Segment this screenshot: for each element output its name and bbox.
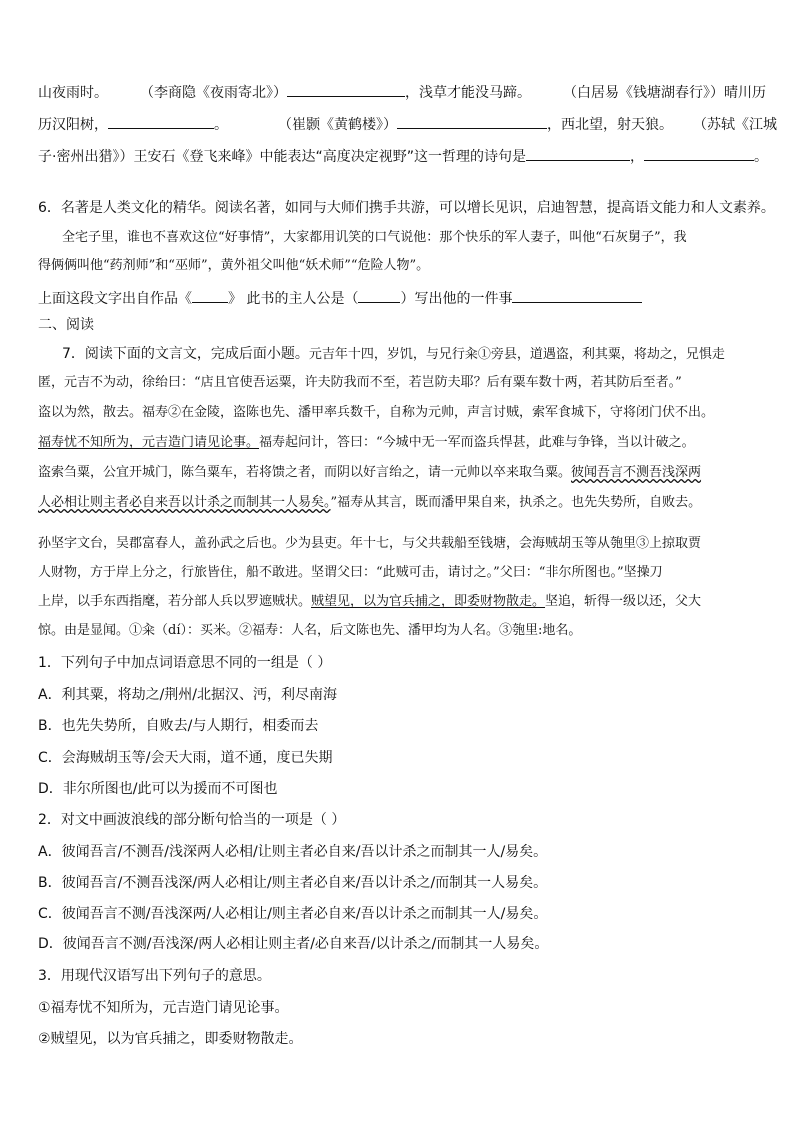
q6-question <box>38 288 760 309</box>
q7-line-6 <box>38 493 760 513</box>
poem-text: ，浅草才能没马蹄。 <box>405 85 531 101</box>
poem-text: 。 <box>753 149 768 165</box>
underlined-sentence: 福寿忧不知所为，元吉造门请见论事。 <box>38 435 260 450</box>
q3-item-1: ①福寿忧不知所为，元吉造门请见论事。 <box>38 1000 289 1016</box>
poem-text: ，西北望，射天狼。 <box>547 117 673 133</box>
poem-text: 历汉阳树， <box>38 117 108 133</box>
q7-passage-text: 坚追，斩得一级以还，父大 <box>545 594 702 609</box>
q1-option-b[interactable]: B．也先失势所，自败去/与人期行，相委而去 <box>38 718 319 734</box>
poem-text: 山夜雨时。 <box>38 85 108 101</box>
q7-line-7: 孙坚字文台，吴郡富春人，盖孙武之后也。少为县吏。年十七，与父共载船至钱塘，会海贼胡玉等从匏里③上掠取贾 <box>38 536 702 551</box>
q7-line-8: 人财物，方于岸上分之，行旅皆住，船不敢进。坚谓父曰：“此贼可击，请讨之。”父曰：“非尔所图也。”坚操刀 <box>38 565 663 580</box>
q2-option-a[interactable]: A．彼闻吾言/不测吾/浅深两人必相/让则主者必自来/吾以计杀之而制其一人/易矣。 <box>38 844 548 860</box>
q6-question-text: 》 此书的主人公是（ <box>228 291 359 307</box>
q7-instruction: 7．阅读下面的文言文，完成后面小题。 <box>62 346 309 362</box>
wavy-underlined-text: 彼闻吾言不测吾浅深两 <box>571 465 702 480</box>
poem-fill-line-3 <box>38 146 768 167</box>
q7-line-5 <box>38 463 760 483</box>
poem-text: ， <box>629 149 644 165</box>
q7-passage-text: 福寿起问计，答曰：“今城中无一军而盗兵悍甚，此难与争锋，当以计破之。 <box>259 435 695 450</box>
wavy-underlined-text: 人必相让则主者必自来吾以计杀之而制其一人易矣。 <box>38 495 331 510</box>
poem-text: 。 <box>214 117 228 133</box>
poem-fill-line-1 <box>38 82 766 103</box>
answer-blank[interactable] <box>108 114 214 129</box>
q1-option-d[interactable]: D．非尔所图也/此可以为援而不可图也 <box>38 781 278 797</box>
q2-option-c[interactable]: C．彼闻吾言不测/吾浅深两/人必相让/则主者必自来/吾以计杀之而制其一人/易矣。 <box>38 906 548 922</box>
question-3: 3．用现代汉语写出下列句子的意思。 <box>38 968 271 984</box>
q7-line-3: 盗以为然，散去。福寿②在金陵，盗陈也先、潘甲率兵数千，自称为元帅，声言讨贼，索军食城下，守将闭门伏不出。 <box>38 405 715 420</box>
q6-passage-line-2: 得俩俩叫他“药剂师”和“巫师”，黄外祖父叫他“妖术师”“危险人物”。 <box>38 258 430 273</box>
q6-question-text: ）写出他的一件事 <box>400 291 513 307</box>
q7-line-9 <box>38 592 760 612</box>
answer-blank[interactable] <box>526 146 630 161</box>
q7-passage-text: 元吉年十四，岁饥，与兄行籴①旁县，道遇盗，利其粟，将劫之，兄惧走 <box>308 347 725 362</box>
q1-option-a[interactable]: A．利其粟，将劫之/荆州/北据汉、沔，利尽南海 <box>38 687 338 703</box>
poem-source: （苏轼《江城 <box>693 117 777 133</box>
answer-blank[interactable] <box>358 288 400 303</box>
answer-blank[interactable] <box>397 114 547 129</box>
q3-item-2: ②贼望见，以为官兵捕之，即委财物散走。 <box>38 1031 303 1047</box>
answer-blank[interactable] <box>512 288 642 303</box>
section-title: 二、阅读 <box>38 317 94 333</box>
q2-option-d[interactable]: D．彼闻吾言不测/吾浅深/两人必相让则主者/必自来吾/以计杀之/而制其一人易矣。 <box>38 936 549 952</box>
poem-question-text: 子·密州出猎》）王安石《登飞来峰》中能表达“高度决定视野”这一哲理的诗句是 <box>38 149 526 165</box>
answer-blank[interactable] <box>644 146 754 161</box>
question-2: 2．对文中画波浪线的部分断句恰当的一项是（ ） <box>38 812 346 828</box>
poem-source: （崔颢《黄鹤楼》） <box>278 117 397 133</box>
underlined-sentence: 贼望见，以为官兵捕之，即委财物散走。 <box>311 594 546 609</box>
q6-passage-line-1: 全宅子里，谁也不喜欢这位“好事情”，大家都用讥笑的口气说他：那个快乐的军人妻子，叫他“石灰舅子”，我 <box>62 230 687 245</box>
q7-line-4 <box>38 433 760 453</box>
q7-passage-text: 上岸，以手东西指麾，若分部人兵以罗遮贼状。 <box>38 594 312 609</box>
q7-footnotes: 惊。由是显闻。①籴（dí）：买米。②福寿：人名，后文陈也先、潘甲均为人名。③匏里:地名。 <box>38 623 582 638</box>
q7-passage-text: ”福寿从其言，既而潘甲果自来，执杀之。也先失势所，自败去。 <box>330 495 702 510</box>
q6-stem: 6．名著是人类文化的精华。阅读名著，如同与大师们携手共游，可以增长见识，启迪智慧，提高语文能力和人文素养。 <box>38 200 775 216</box>
question-1: 1．下列句子中加点词语意思不同的一组是（ ） <box>38 655 332 671</box>
answer-blank[interactable] <box>287 82 405 97</box>
q1-option-c[interactable]: C．会海贼胡玉等/会天大雨，道不通，度已失期 <box>38 750 333 766</box>
poem-source: （李商隐《夜雨寄北》） <box>140 85 287 101</box>
poem-source: （白居易《钱塘湖春行》）晴川历 <box>563 85 766 101</box>
q2-option-b[interactable]: B．彼闻吾言/不测吾浅深/两人必相让/则主者必自来/吾以计杀之/而制其一人易矣。 <box>38 875 548 891</box>
q7-line-1 <box>62 343 760 365</box>
poem-fill-line-2 <box>38 114 777 135</box>
q6-question-text: 上面这段文字出自作品《 <box>38 291 192 307</box>
q7-passage-text: 盗索刍粟，公宜开城门，陈刍粟车，若将馈之者，而阴以好言绐之，请一元帅以卒来取刍粟。 <box>38 465 572 480</box>
q7-line-2: 匿，元吉不为动，徐绐曰：“店且官使吾运粟，许夫防我而不至，若岂防夫耶？后有粟车数十两，若其防后至者。” <box>38 375 682 390</box>
answer-blank[interactable] <box>192 288 228 303</box>
